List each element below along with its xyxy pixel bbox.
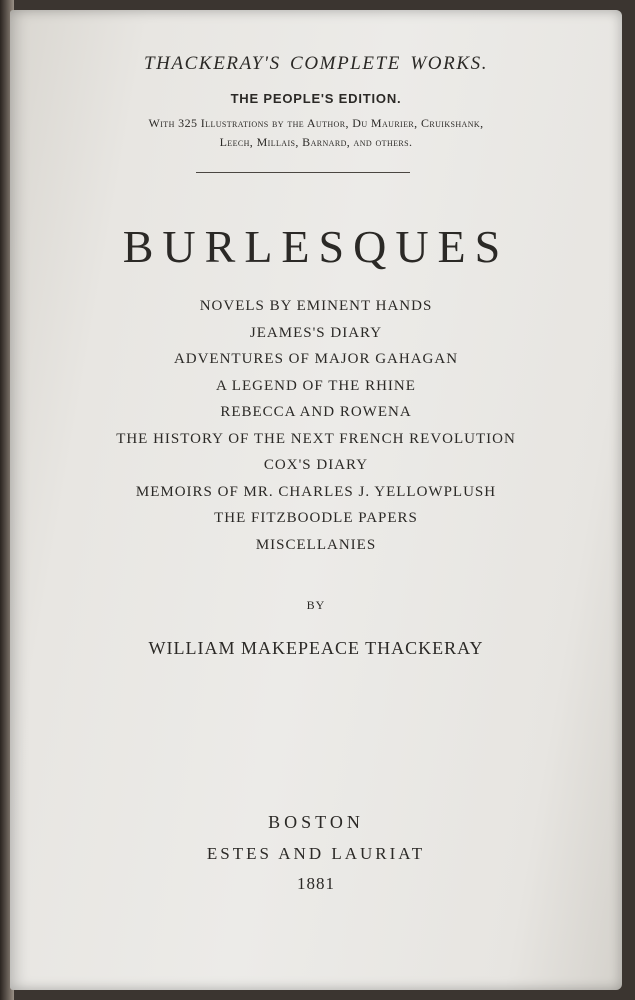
contents-item: NOVELS BY EMINENT HANDS — [199, 298, 433, 314]
divider-rule — [196, 172, 410, 173]
illustrations-line-1: With 325 Illustrations by the Author, Du Maurier, Cruikshank, — [148, 116, 484, 130]
title-page — [10, 10, 622, 990]
contents-item: MISCELLANIES — [255, 536, 377, 553]
contents-item: REBECCA AND ROWENA — [220, 404, 412, 420]
edition-line: THE PEOPLE'S EDITION. — [230, 91, 402, 106]
contents-item: COX'S DIARY — [263, 457, 369, 473]
by-line: BY — [306, 598, 326, 612]
series-title: THACKERAY'S COMPLETE WORKS. — [143, 53, 489, 74]
contents-item: THE HISTORY OF THE NEXT FRENCH REVOLUTION — [116, 430, 516, 447]
contents-item: MEMOIRS OF MR. CHARLES J. YELLOWPLUSH — [135, 483, 497, 500]
contents-item: ADVENTURES OF MAJOR GAHAGAN — [173, 351, 459, 367]
contents-item: JEAMES'S DIARY — [249, 324, 383, 341]
contents-item: THE FITZBOODLE PAPERS — [214, 510, 418, 526]
illustrations-credit — [10, 114, 622, 152]
publisher-name: ESTES AND LAURIAT — [206, 844, 426, 863]
illustrations-line-2: Leech, Millais, Barnard, and others. — [219, 135, 413, 149]
publication-place: BOSTON — [268, 812, 364, 832]
contents-list — [10, 293, 622, 558]
contents-item: A LEGEND OF THE RHINE — [216, 377, 416, 394]
book-title: BURLESQUES — [122, 221, 510, 272]
publication-year: 1881 — [297, 874, 335, 893]
author-name: WILLIAM MAKEPEACE THACKERAY — [148, 638, 484, 658]
